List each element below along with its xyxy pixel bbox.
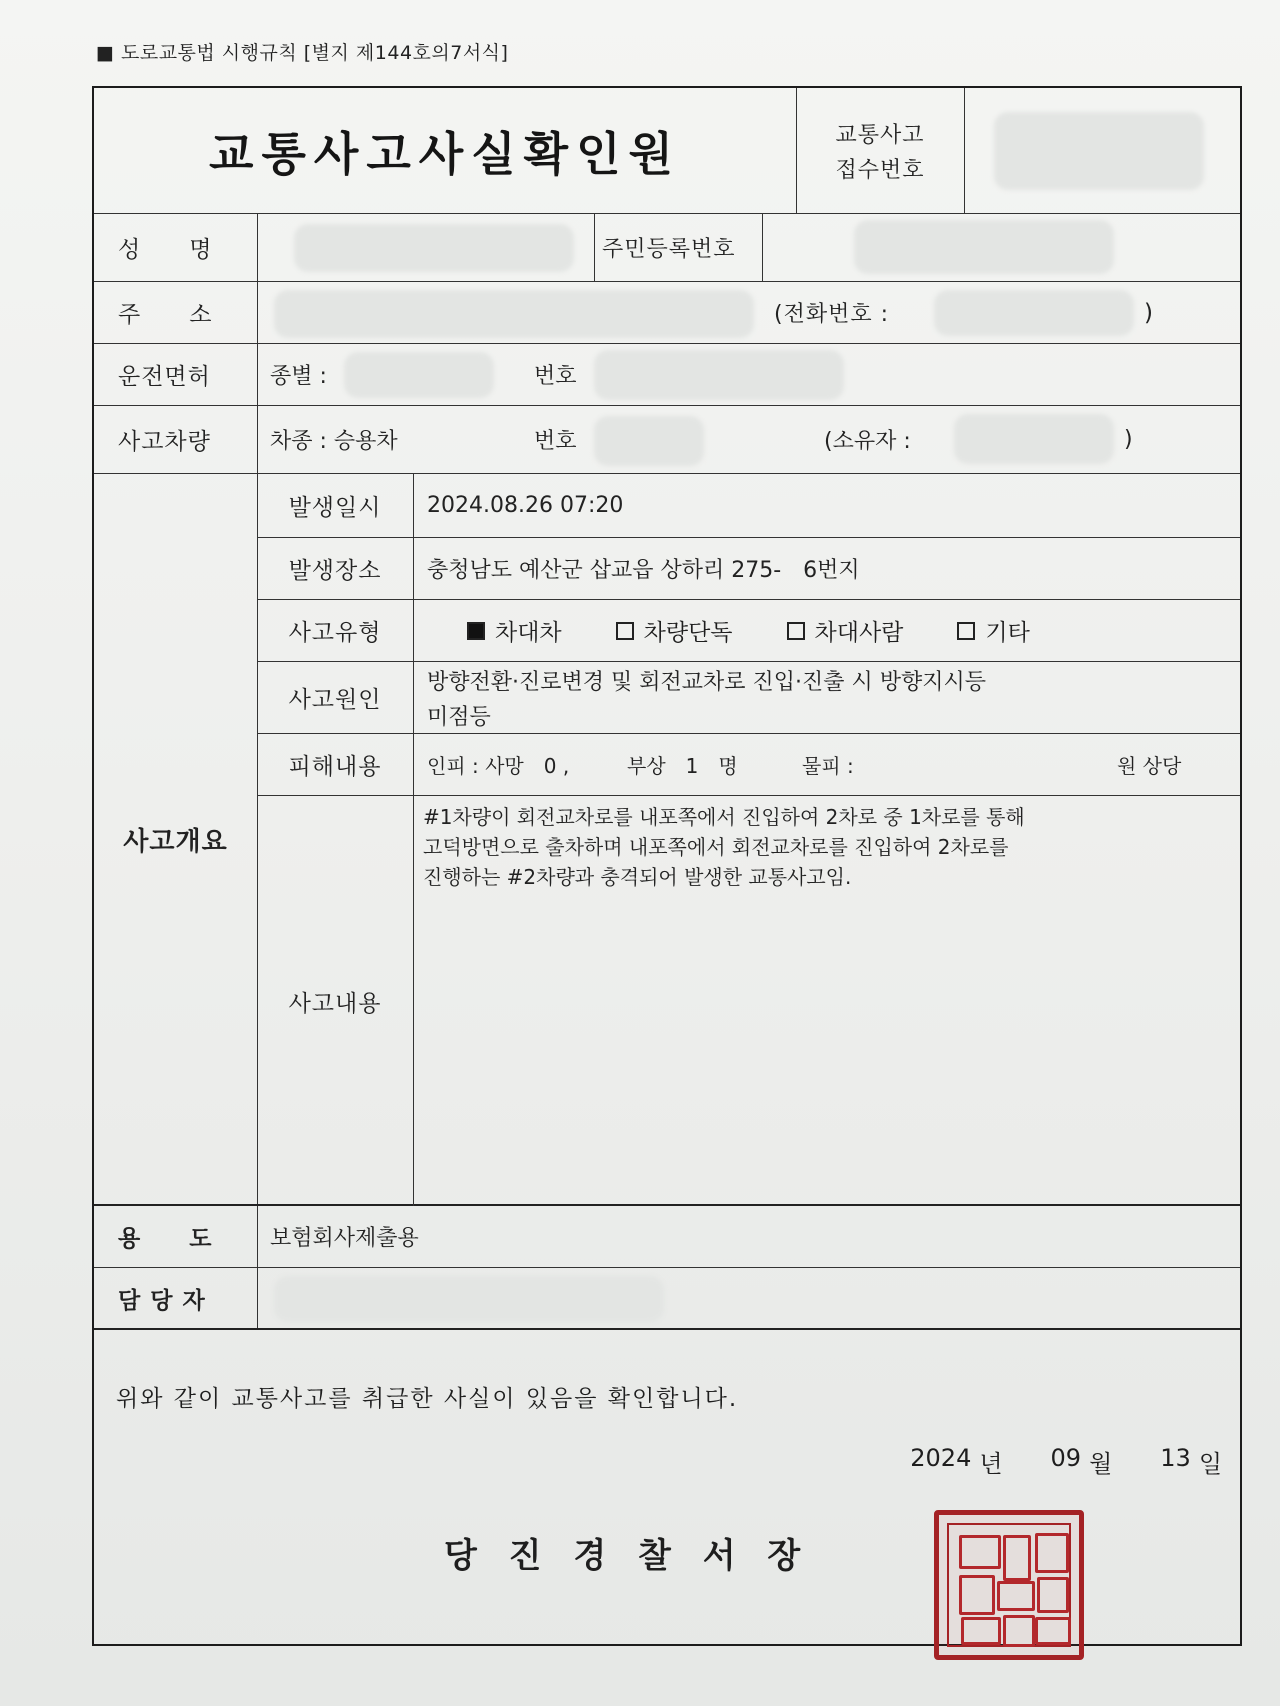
- phone-close: ): [1144, 299, 1154, 326]
- license-label: 운전면허: [118, 364, 211, 390]
- occurrence-date-row: [257, 474, 1240, 538]
- title-row: [94, 88, 1240, 214]
- content-label: 사고내용: [288, 990, 382, 1017]
- accident-type-option: [467, 614, 562, 647]
- content-line-3: 진행하는 #2차량과 충격되어 발생한 교통사고임.: [423, 865, 852, 889]
- address-label: 주 소: [118, 302, 213, 328]
- issue-date: 2024 년 09 월 13 일: [910, 1444, 1222, 1478]
- vehicle-number-label: 번호: [534, 429, 577, 454]
- license-type-label: 종별 :: [270, 364, 327, 389]
- owner-label: (소유자 :: [824, 429, 911, 454]
- occurrence-place-row: [257, 538, 1240, 600]
- purpose-value: 보험회사제출용: [270, 1226, 419, 1251]
- damage-label: 피해내용: [288, 754, 382, 780]
- damage-deaths: 인피 : 사망 0 ,: [427, 754, 570, 778]
- purpose-row: [94, 1206, 1240, 1268]
- name-row: [94, 214, 1240, 282]
- accident-type-option: [957, 614, 1029, 647]
- content-line-1: #1차량이 회전교차로를 내포쪽에서 진입하여 2차로 중 1차로를 통해: [423, 805, 1025, 829]
- vehicle-row: [94, 406, 1240, 474]
- summary-label: 사고개요: [123, 826, 228, 857]
- official-seal: [934, 1510, 1084, 1660]
- place-value: 충청남도 예산군 삽교읍 상하리 275- 6번지: [427, 558, 860, 583]
- redacted-receipt-number: [994, 112, 1204, 190]
- name-label: 성 명: [118, 237, 213, 263]
- accident-type-row: [257, 600, 1240, 662]
- owner-close: ): [1124, 427, 1133, 452]
- place-label: 발생장소: [288, 558, 382, 584]
- redacted-license-type: [344, 352, 494, 398]
- damage-injuries: 부상 1 명: [627, 754, 738, 778]
- content-line-2: 고덕방면으로 출차하며 내포쪽에서 회전교차로를 진입하여 2차로를: [423, 835, 1009, 859]
- damage-amount: 원 상당: [1117, 754, 1182, 778]
- officer-label: 담 당 자: [118, 1287, 206, 1314]
- type-label: 사고유형: [288, 620, 382, 646]
- accident-confirmation-form: [92, 86, 1242, 1646]
- date-value: 2024.08.26 07:20: [427, 493, 624, 518]
- accident-type-option: [616, 614, 733, 647]
- officer-row: [94, 1268, 1240, 1330]
- phone-label: (전화번호 :: [774, 302, 889, 327]
- accident-type-label: 차량단독: [643, 620, 733, 646]
- date-label: 발생일시: [288, 495, 382, 521]
- accident-content-row: [257, 796, 1240, 1206]
- address-row: [94, 282, 1240, 344]
- vehicle-type: 차종 : 승용차: [270, 429, 398, 454]
- purpose-label: 용 도: [118, 1226, 213, 1252]
- receipt-number-label: 교통사고 접수번호: [835, 122, 925, 183]
- issue-month: 09: [1050, 1444, 1082, 1472]
- confirmation-statement: 위와 같이 교통사고를 취급한 사실이 있음을 확인합니다.: [116, 1386, 739, 1412]
- accident-type-label: 차대차: [495, 620, 562, 646]
- redacted-license-number: [594, 350, 844, 400]
- unchecked-box-icon: [957, 622, 975, 640]
- cause-label: 사고원인: [288, 687, 382, 713]
- accident-cause-row: [257, 662, 1240, 734]
- damage-row: [257, 734, 1240, 796]
- accident-type-label: 기타: [985, 620, 1030, 646]
- damage-property: 물피 :: [802, 754, 854, 778]
- accident-type-label: 차대사람: [814, 620, 904, 646]
- redacted-name: [294, 224, 574, 272]
- license-number-label: 번호: [534, 364, 577, 389]
- accident-summary: [94, 474, 1240, 1206]
- document-title: 교통사고사실확인원: [209, 126, 681, 181]
- redacted-address: [274, 290, 754, 338]
- form-reference: ■ 도로교통법 시행규칙 [별지 제144호의7서식]: [96, 42, 509, 64]
- checked-box-icon: [467, 622, 485, 640]
- issue-year: 2024: [910, 1444, 972, 1472]
- issue-day: 13: [1160, 1444, 1191, 1472]
- unchecked-box-icon: [787, 622, 805, 640]
- license-row: [94, 344, 1240, 406]
- rrn-label: 주민등록번호: [602, 237, 736, 262]
- unchecked-box-icon: [616, 622, 634, 640]
- redacted-officer: [274, 1276, 664, 1322]
- accident-type-options: [467, 600, 1240, 661]
- vehicle-label: 사고차량: [118, 429, 211, 455]
- redacted-rrn: [854, 220, 1114, 274]
- cause-line-2: 미점등: [427, 704, 491, 730]
- issuer-name: 당 진 경 찰 서 장: [444, 1536, 811, 1576]
- redacted-owner: [954, 414, 1114, 464]
- redacted-phone: [934, 290, 1134, 336]
- accident-type-option: [787, 614, 904, 647]
- redacted-vehicle-number: [594, 416, 704, 466]
- cause-line-1: 방향전환·진로변경 및 회전교차로 진입·진출 시 방향지시등: [427, 669, 987, 695]
